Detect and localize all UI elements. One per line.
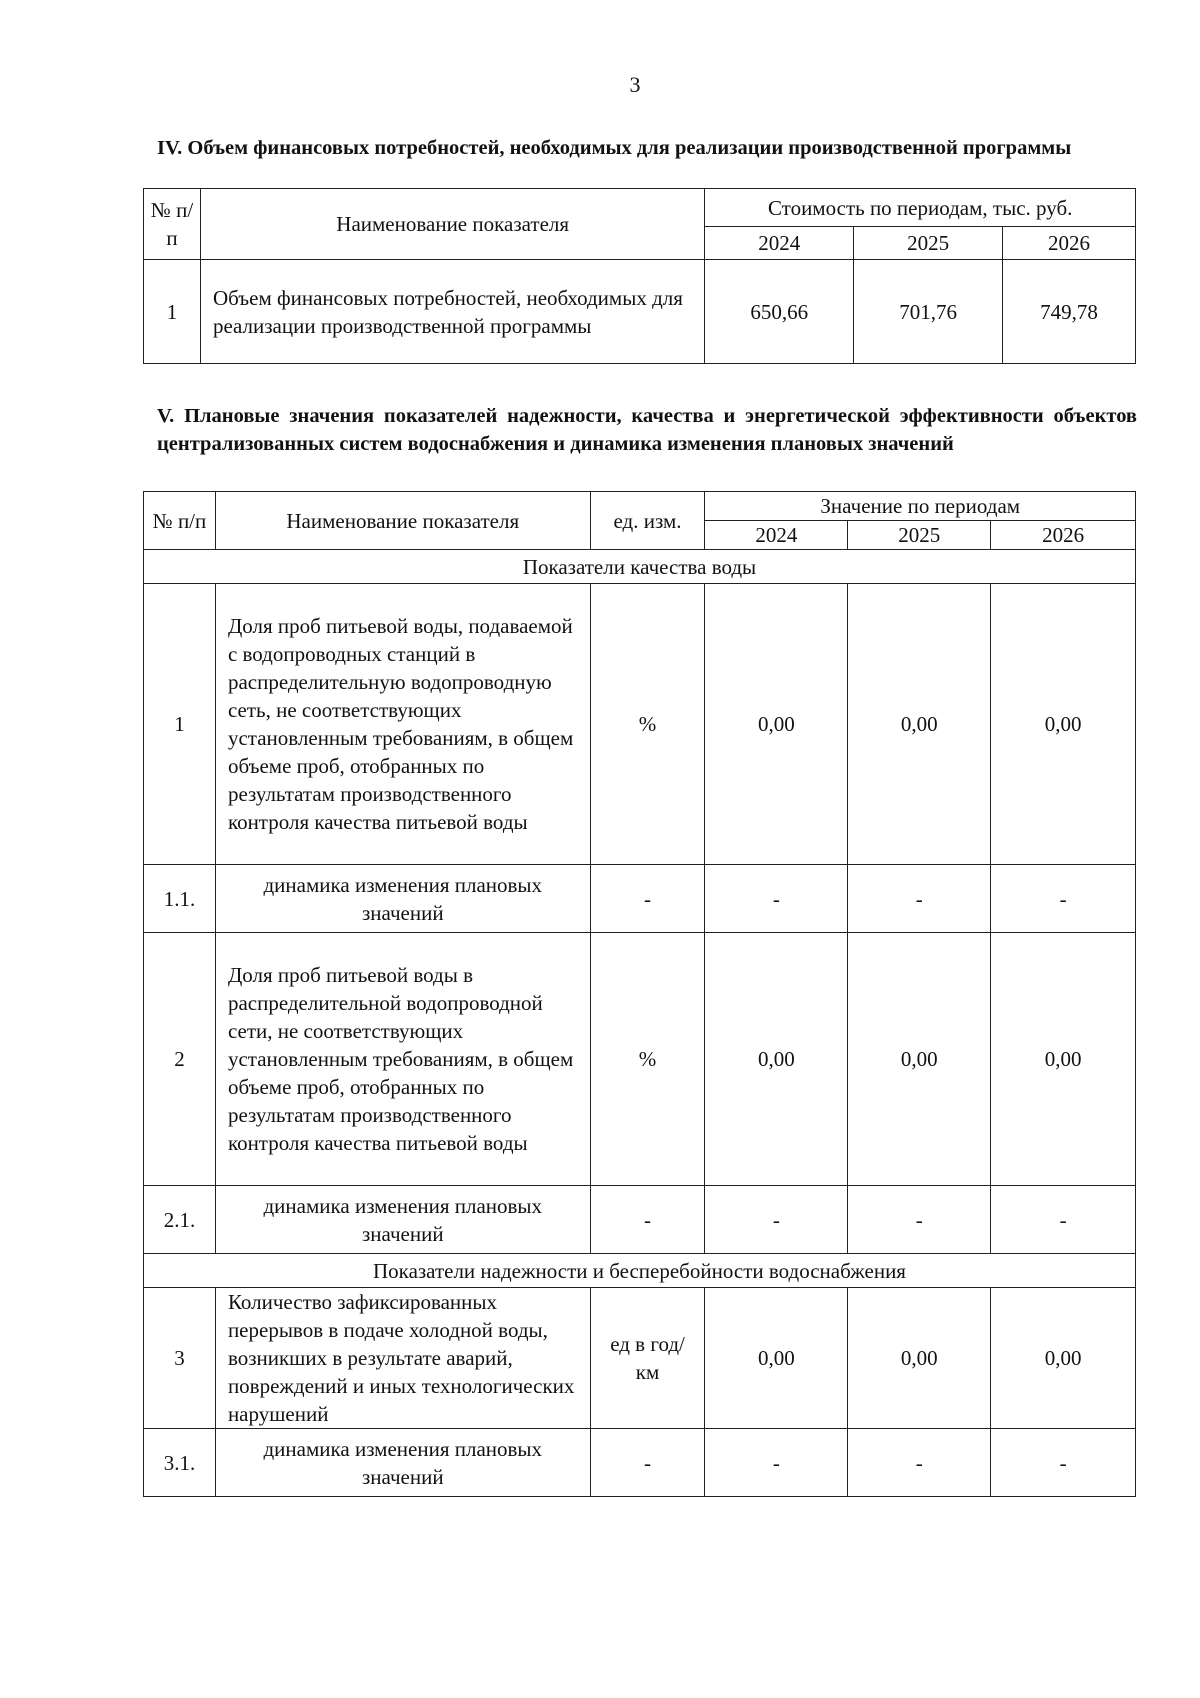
header-year-2026: 2026 [991,521,1136,550]
row-num: 3 [144,1288,216,1429]
group-water-quality: Показатели качества воды [144,550,1136,584]
section-5-title: V. Плановые значения показателей надежности, качества и энергетической эффективности объектов централизованных систем водоснабжения и динамика изменения плановых значений [157,405,1137,455]
value-2026: 0,00 [991,1288,1136,1429]
value-2025: 0,00 [848,1288,991,1429]
value-2025: - [848,1429,991,1497]
value-2024: 0,00 [705,933,848,1186]
value-2024: 0,00 [705,1288,848,1429]
row-num: 2 [144,933,216,1186]
header-unit: ед. изм. [590,492,705,550]
row-unit: ед в год/ км [590,1288,705,1429]
row-num: 1.1. [144,865,216,933]
group-reliability: Показатели надежности и бесперебойности водоснабжения [144,1254,1136,1288]
table-row [144,1186,1136,1254]
row-name: динамика изменения плановых значений [215,1186,590,1254]
value-2025: - [848,865,991,933]
value-2025: - [848,1186,991,1254]
section-4-title: IV. Объем финансовых потребностей, необходимых для реализации производственной программы [157,137,1072,159]
row-unit: % [590,933,705,1186]
table-row [144,1288,1136,1429]
row-unit: - [590,1429,705,1497]
table-row [144,865,1136,933]
value-2026: - [991,1429,1136,1497]
header-values: Значение по периодам [705,492,1136,521]
value-2026: - [991,1186,1136,1254]
row-name: динамика изменения плановых значений [215,865,590,933]
header-year-2026: 2026 [1003,227,1136,260]
value-2025: 0,00 [848,584,991,865]
header-name: Наименование показателя [200,189,704,260]
value-2026: - [991,865,1136,933]
row-name: Доля проб питьевой воды, подаваемой с водопроводных станций в распределительную водопроводную сеть, не соответствующих установленным требованиям, в общем объеме проб, отобранных по результатам производственного контроля качества питьевой воды [215,584,590,865]
row-name: Объем финансовых потребностей, необходимых для реализации производственной программы [200,260,704,364]
value-2025: 0,00 [848,933,991,1186]
row-num: 3.1. [144,1429,216,1497]
header-year-2024: 2024 [705,227,854,260]
row-name: Доля проб питьевой воды в распределительной водопроводной сети, не соответствующих установленным требованиям, в общем объеме проб, отобранных по результатам производственного контроля качества питьевой воды [215,933,590,1186]
header-cost: Стоимость по периодам, тыс. руб. [705,189,1136,227]
row-name: Количество зафиксированных перерывов в подаче холодной воды, возникших в результате аварий, повреждений и иных технологических нарушений [215,1288,590,1429]
header-year-2025: 2025 [848,521,991,550]
header-num: № п/п [144,189,201,260]
value-2026: 749,78 [1003,260,1136,364]
value-2026: 0,00 [991,584,1136,865]
page-number: 3 [629,72,641,97]
value-2024: - [705,1186,848,1254]
row-num: 1 [144,584,216,865]
row-name: динамика изменения плановых значений [215,1429,590,1497]
value-2024: - [705,865,848,933]
row-unit: % [590,584,705,865]
row-num: 1 [144,260,201,364]
table-row [144,260,1136,364]
table-row [144,584,1136,865]
row-unit: - [590,865,705,933]
row-num: 2.1. [144,1186,216,1254]
header-year-2025: 2025 [854,227,1003,260]
header-num: № п/п [144,492,216,550]
value-2024: 0,00 [705,584,848,865]
value-2024: 650,66 [705,260,854,364]
financial-needs-table [143,188,1136,364]
value-2025: 701,76 [854,260,1003,364]
header-name: Наименование показателя [215,492,590,550]
header-year-2024: 2024 [705,521,848,550]
indicators-table [143,491,1136,1497]
row-unit: - [590,1186,705,1254]
table-row [144,933,1136,1186]
value-2024: - [705,1429,848,1497]
value-2026: 0,00 [991,933,1136,1186]
table-row [144,1429,1136,1497]
